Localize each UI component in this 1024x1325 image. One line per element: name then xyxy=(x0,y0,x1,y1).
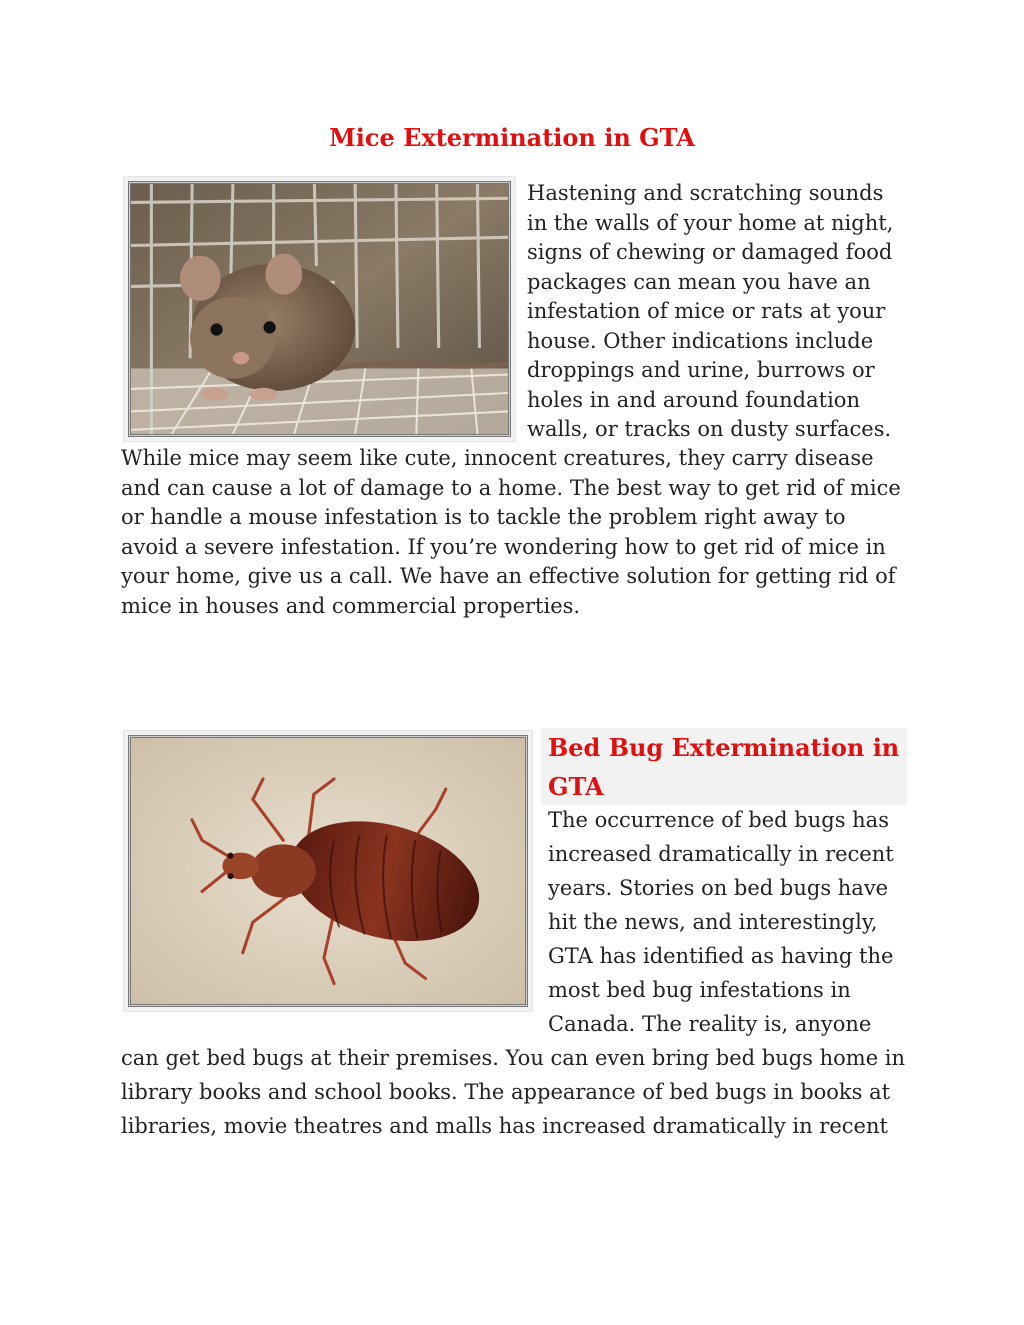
mice-section-title: Mice Extermination in GTA xyxy=(329,123,695,152)
title-line: GTA xyxy=(548,772,604,801)
text-line: house. Other indications include xyxy=(527,328,874,353)
text-line: and can cause a lot of damage to a home. The best way to get rid of mice xyxy=(121,475,901,500)
text-line: packages can mean you have an xyxy=(527,269,871,294)
text-line: libraries, movie theatres and malls has increased dramatically in recent xyxy=(121,1114,888,1138)
text-line: increased dramatically in recent xyxy=(548,842,894,866)
text-line: infestation of mice or rats at your xyxy=(527,299,886,323)
bed-bug-section-title xyxy=(548,728,903,806)
text-line: years. Stories on bed bugs have xyxy=(548,876,889,900)
text-line: While mice may seem like cute, innocent creatures, they carry disease xyxy=(121,446,874,470)
title-line: Bed Bug Extermination in xyxy=(548,733,900,762)
text-line: GTA has identified as having the xyxy=(548,944,894,968)
text-line: walls, or tracks on dusty surfaces. xyxy=(527,417,892,441)
text-line: in the walls of your home at night, xyxy=(527,210,894,235)
bed-bug-paragraph-continued xyxy=(121,1041,911,1143)
text-line: can get bed bugs at their premises. You can even bring bed bugs home in xyxy=(121,1046,906,1070)
text-line: library books and school books. The appearance of bed bugs in books at xyxy=(121,1080,891,1104)
text-line: avoid a severe infestation. If you’re wondering how to get rid of mice in xyxy=(121,534,886,559)
text-line: hit the news, and interestingly, xyxy=(548,910,878,934)
text-line: signs of chewing or damaged food xyxy=(527,240,893,264)
text-line: Canada. The reality is, anyone xyxy=(548,1012,872,1036)
text-line: The occurrence of bed bugs has xyxy=(548,808,889,832)
bed-bug-image xyxy=(123,730,533,1012)
bed-bug-illustration xyxy=(131,738,525,1004)
mice-paragraph-wrapped xyxy=(527,179,897,445)
text-line: most bed bug infestations in xyxy=(548,978,851,1002)
text-line: Hastening and scratching sounds xyxy=(527,181,884,205)
text-line: your home, give us a call. We have an effective solution for getting rid of xyxy=(121,564,896,588)
text-line: or handle a mouse infestation is to tackle the problem right away to xyxy=(121,505,846,529)
mouse-in-cage-illustration xyxy=(131,184,508,434)
text-line: droppings and urine, burrows or xyxy=(527,358,875,382)
bed-bug-paragraph-wrapped xyxy=(548,803,903,1041)
mice-paragraph-continued xyxy=(121,444,901,621)
mouse-image xyxy=(123,176,516,442)
text-line: mice in houses and commercial properties. xyxy=(121,593,581,618)
text-line: holes in and around foundation xyxy=(527,387,860,412)
